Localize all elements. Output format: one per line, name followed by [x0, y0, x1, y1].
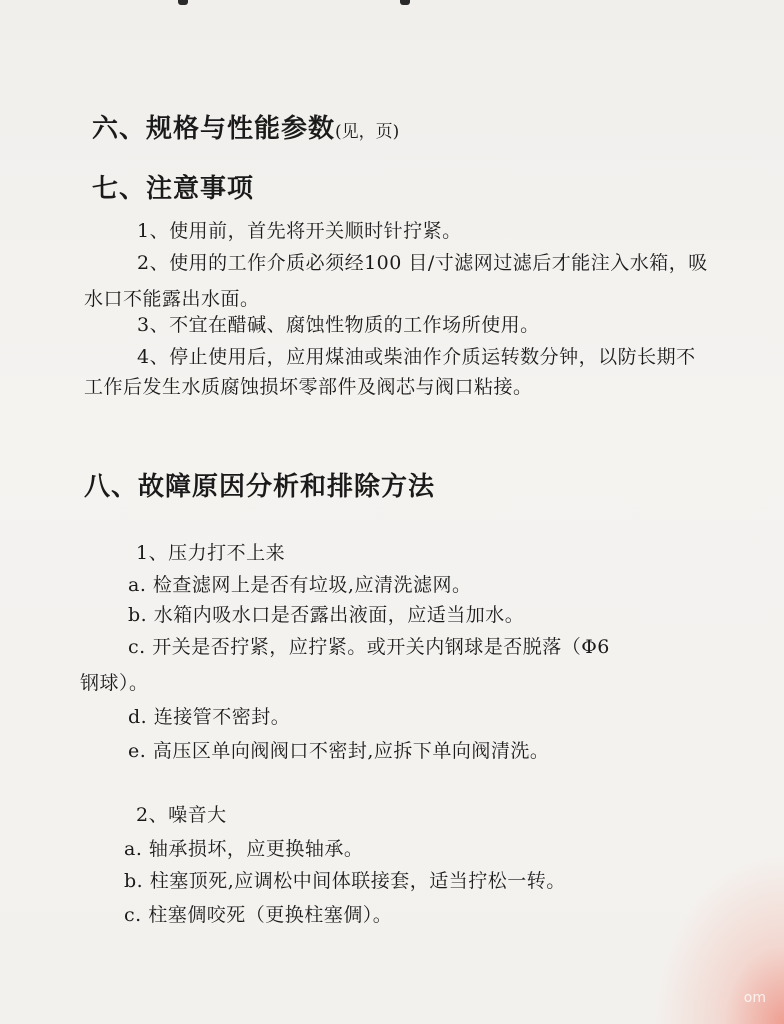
problem-1-item: b. 水箱内吸水口是否露出液面，应适当加水。: [128, 604, 525, 626]
problem-1-item: c. 开关是否拧紧，应拧紧。或开关内钢球是否脱落（Φ6: [128, 636, 610, 658]
problem-1-item: e. 高压区单向阀阀口不密封,应拆下单向阀清洗。: [128, 740, 550, 762]
scan-mark: [400, 0, 410, 5]
notice-item: 2、使用的工作介质必须经100 目/寸滤网过滤后才能注入水箱，吸: [137, 252, 708, 274]
watermark: om: [743, 990, 766, 1006]
section-8-heading: 八、故障原因分析和排除方法: [84, 472, 436, 502]
problem-2-item: b. 柱塞顶死,应调松中间体联接套，适当拧松一转。: [124, 870, 566, 892]
section-7-heading: 七、注意事项: [92, 174, 255, 204]
problem-1-title: 1、压力打不上来: [136, 542, 286, 564]
notice-item-continued: 工作后发生水质腐蚀损坏零部件及阀芯与阀口粘接。: [84, 376, 533, 398]
problem-1-item: d. 连接管不密封。: [128, 706, 291, 728]
problem-2-item: a. 轴承损坏，应更换轴承。: [124, 838, 364, 860]
problem-1-item: a. 检查滤网上是否有垃圾,应清洗滤网。: [128, 574, 472, 596]
notice-item: 1、使用前，首先将开关顺时针拧紧。: [137, 220, 462, 242]
scan-mark: [178, 0, 188, 5]
problem-2-item: c. 柱塞倜咬死（更换柱塞倜）。: [124, 904, 393, 926]
notice-item: 3、不宜在醋碱、腐蚀性物质的工作场所使用。: [137, 314, 540, 336]
notice-item-continued: 水口不能露出水面。: [84, 288, 260, 310]
section-6-note: (见，页): [335, 122, 400, 142]
section-6-title: 六、规格与性能参数: [92, 114, 336, 144]
notice-item: 4、停止使用后，应用煤油或柴油作介质运转数分钟，以防长期不: [137, 346, 696, 368]
problem-2-title: 2、噪音大: [136, 804, 227, 826]
problem-1-item-continued: 钢球）。: [80, 672, 149, 694]
section-6-heading: [92, 108, 399, 145]
